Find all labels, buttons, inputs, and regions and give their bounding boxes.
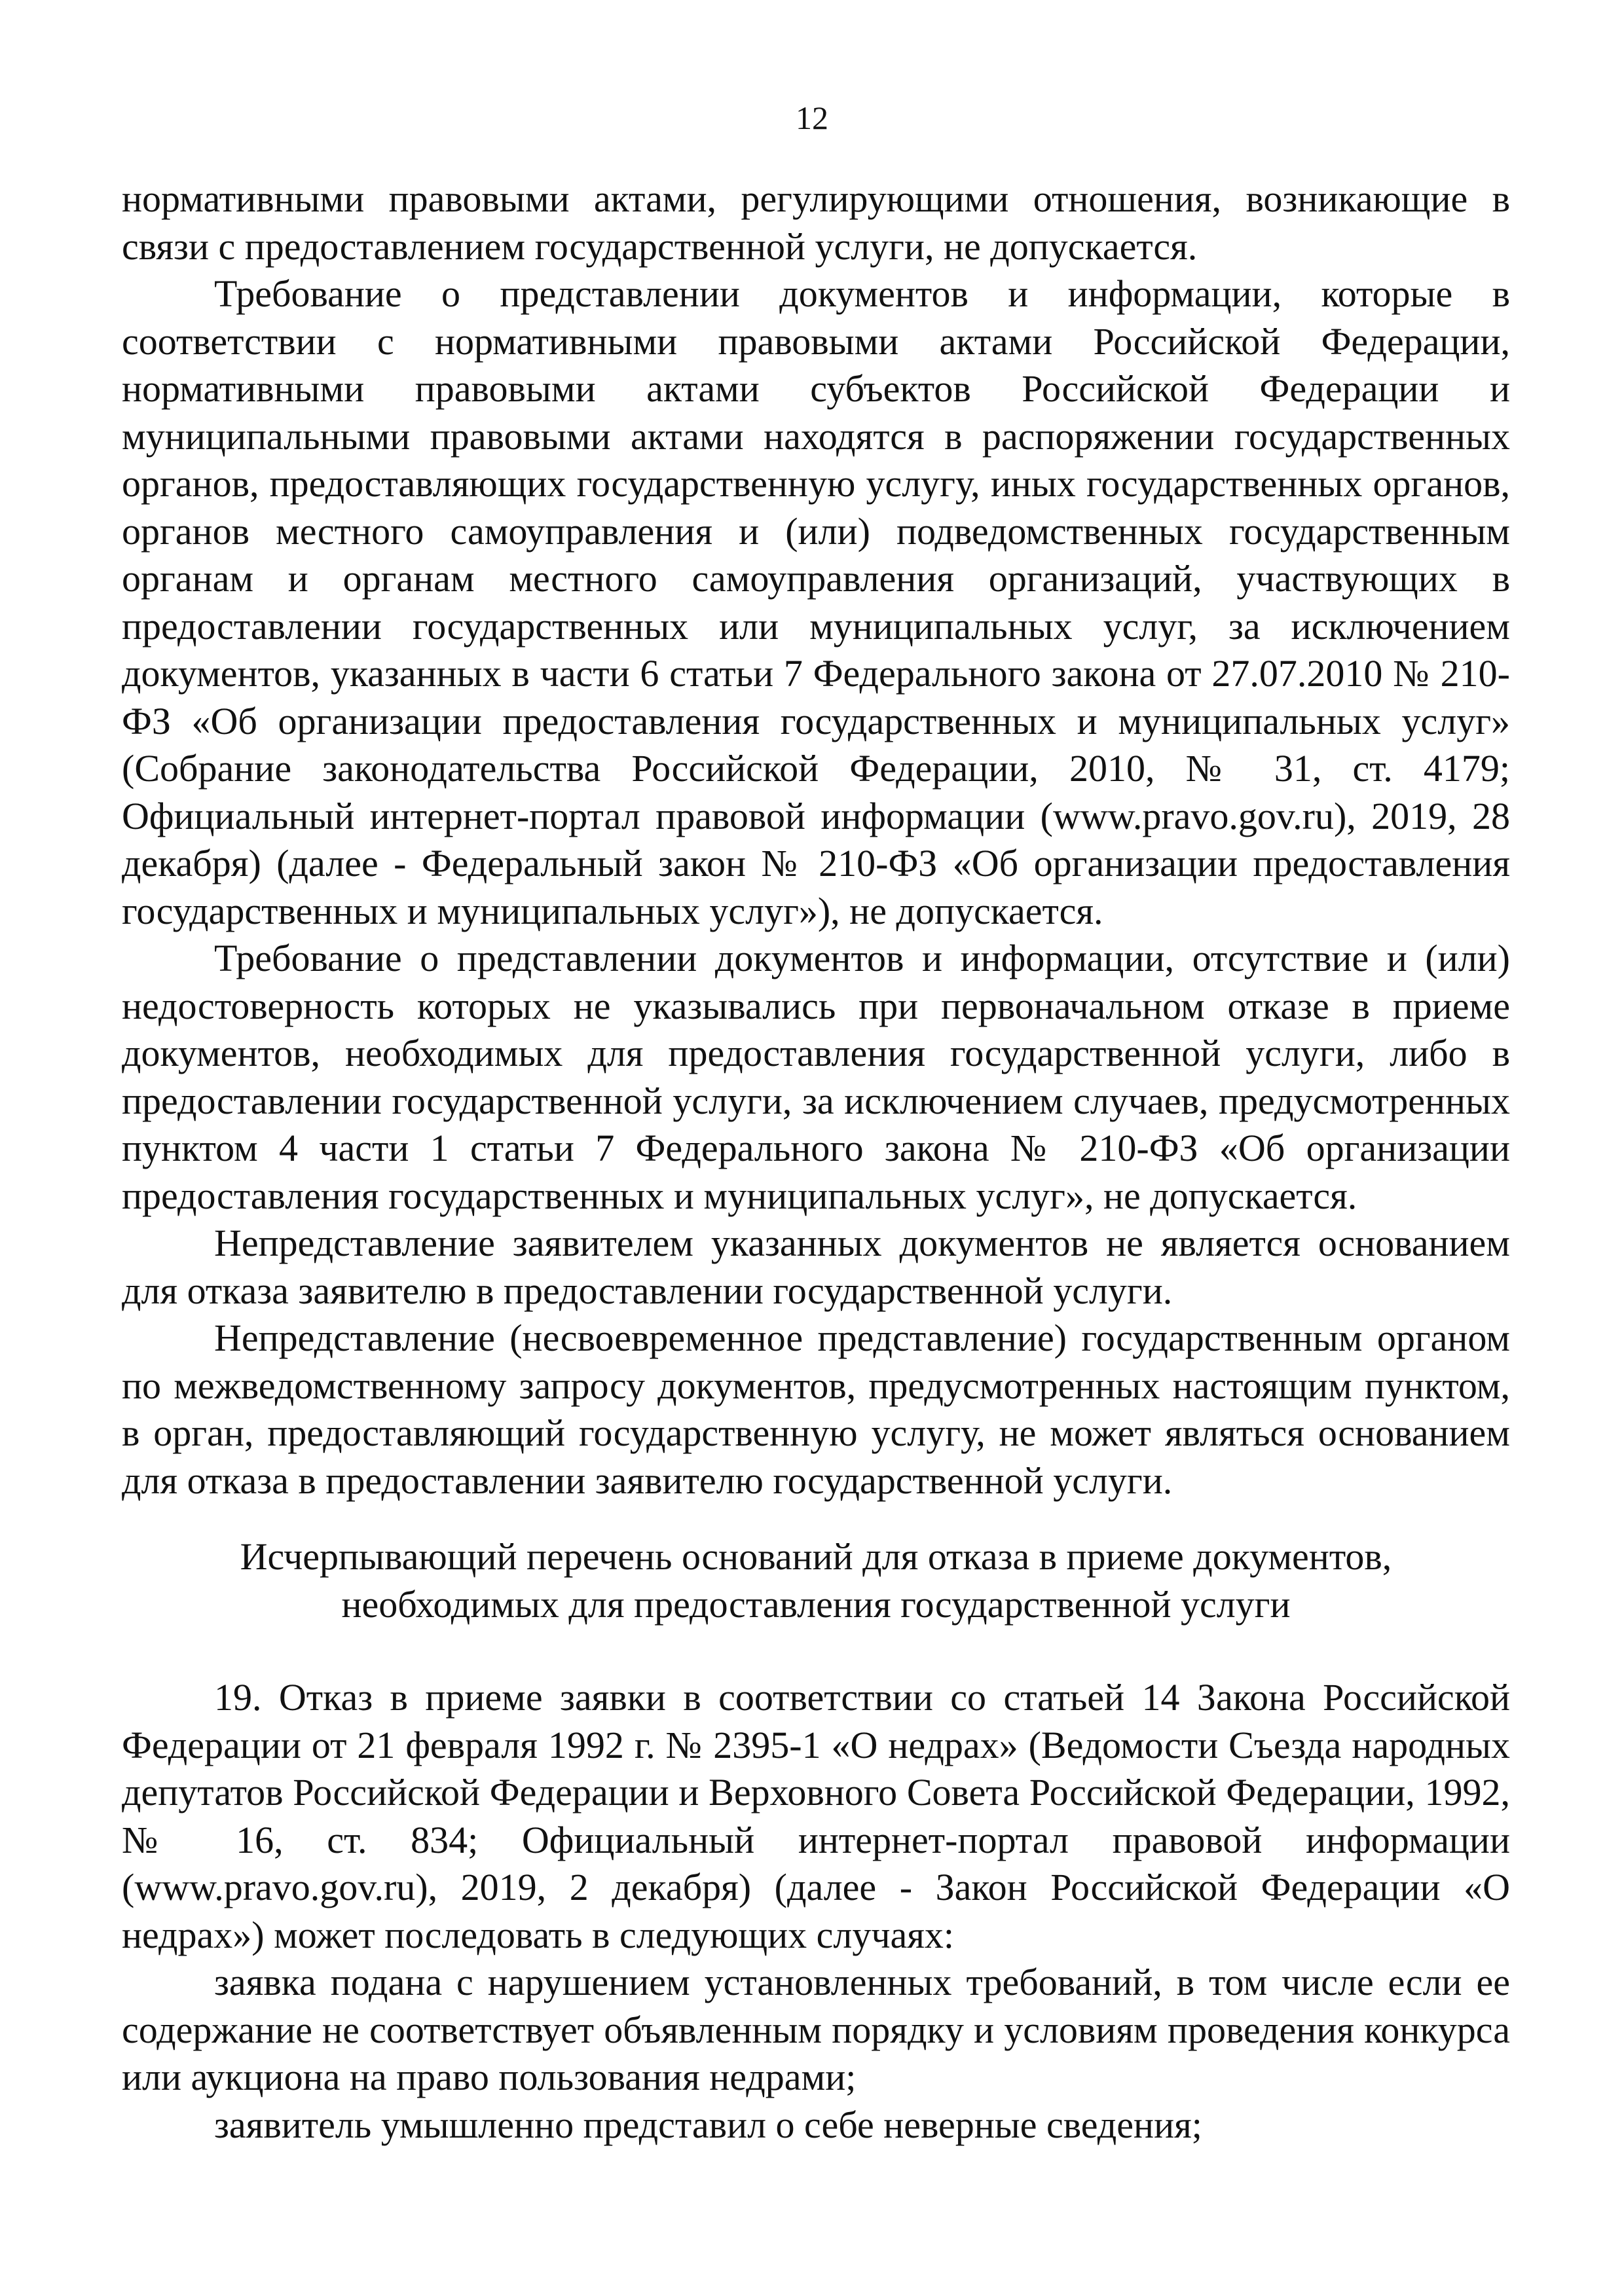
section-heading-line-1: Исчерпывающий перечень оснований для отказа в приеме документов, [240,1535,1392,1578]
section-heading-line-2: необходимых для предоставления государственной услуги [341,1582,1291,1626]
paragraph-non-submission-agency: Непредставление (несвоевременное представление) государственным органом по межведомственному запросу документов, предусмотренных настоящим пунктом, в орган, предоставляющий государственную услугу, не может являться основанием для отказа в предоставлении заявителю государственной услуги. [122,1317,1510,1502]
section-text [122,1674,1510,2149]
page-number: 12 [796,100,828,136]
paragraph-non-submission-applicant: Непредставление заявителем указанных документов не является основанием для отказа заявителю в предоставлении государственной услуги. [122,1222,1510,1312]
list-item-violation: заявка подана с нарушением установленных требований, в том числе если ее содержание не соответствует объявленным порядку и условиям проведения конкурса или аукциона на право пользования недрами; [122,1961,1510,2098]
section-heading [122,1533,1510,1628]
clause-19: 19. Отказ в приеме заявки в соответствии со статьей 14 Закона Российской Федерации от 21 февраля 1992 г. № 2395-1 «О недрах» (Ведомости Съезда народных депутатов Российской Федерации и Верховного Совета Российской Федерации, 1992, № 16, ст. 834; Официальный интернет-портал правовой информации (www.pravo.gov.ru), 2019, 2 декабря) (далее - Закон Российской Федерации «О недрах») может последовать в следующих случаях: [122,1676,1510,1956]
body-text [122,175,1510,1504]
paragraph-requirement-unreliable: Требование о представлении документов и информации, отсутствие и (или) недостоверность которых не указывались при первоначальном отказе в приеме документов, необходимых для предоставления государственной услуги, либо в предоставлении государственной услуги, за исключением случаев, предусмотренных пунктом 4 части 1 статьи 7 Федерального закона № 210-ФЗ «Об организации предоставления государственных и муниципальных услуг», не допускается. [122,937,1510,1217]
paragraph-requirement-documents: Требование о представлении документов и информации, которые в соответствии с нормативными правовыми актами Российской Федерации, нормативными правовыми актами субъектов Российской Федерации и муниципальными правовыми актами находятся в распоряжении государственных органов, предоставляющих государственную услугу, иных государственных органов, органов местного самоуправления и (или) подведомственных государственным органам и органам местного самоуправления организаций, участвующих в предоставлении государственных или муниципальных услуг, за исключением документов, указанных в части 6 статьи 7 Федерального закона от 27.07.2010 № 210-ФЗ «Об организации предоставления государственных и муниципальных услуг» (Собрание законодательства Российской Федерации, 2010, № 31, ст. 4179; Официальный интернет-портал правовой информации (www.pravo.gov.ru), 2019, 28 декабря) (далее - Федеральный закон № 210-ФЗ «Об организации предоставления государственных и муниципальных услуг»), не допускается. [122,272,1510,932]
list-item-false-info: заявитель умышленно представил о себе неверные сведения; [214,2103,1202,2146]
paragraph-continuation: нормативными правовыми актами, регулирующими отношения, возникающие в связи с предоставлением государственной услуги, не допускается. [122,177,1510,268]
